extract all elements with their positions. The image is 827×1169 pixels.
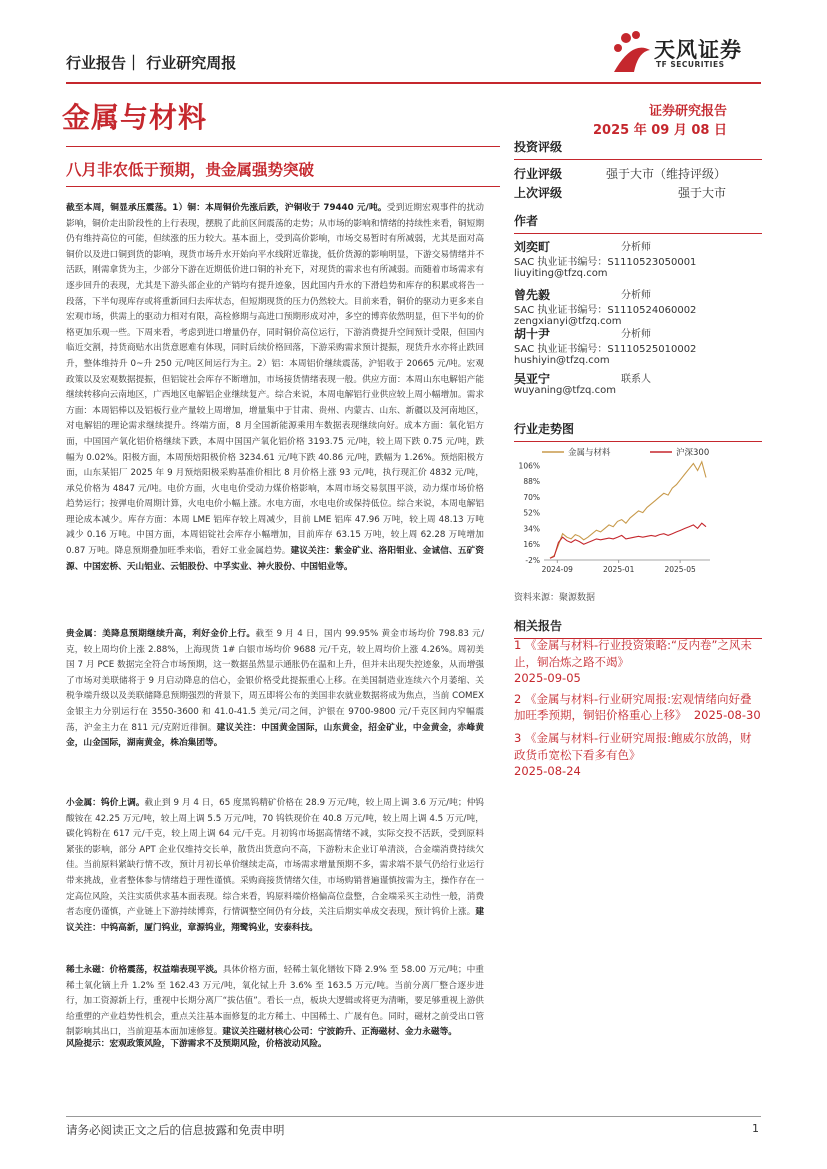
disclaimer-note: 请务必阅读正文之后的信息披露和免责申明 xyxy=(66,1123,285,1137)
logo-text-cn: 天风证券 xyxy=(654,38,742,62)
authors-section xyxy=(514,212,762,234)
rating-divider xyxy=(514,159,762,160)
related-head: 相关报告 xyxy=(514,619,563,633)
minor-metals-paragraph xyxy=(66,796,484,936)
y-tick-label: 16% xyxy=(523,540,540,550)
risk-warning xyxy=(66,1037,484,1053)
x-tick-label: 2025-01 xyxy=(603,565,635,574)
doc-date: 2025 年 09 月 08 日 xyxy=(593,123,727,138)
series-line xyxy=(550,523,706,558)
page-number: 1 xyxy=(752,1122,759,1135)
related-report-link[interactable]: 3 《金属与材料-行业研究周报:鲍威尔放鸽，财政货币宽松下看多有色》 xyxy=(514,730,752,762)
precious-metals-paragraph xyxy=(66,627,484,752)
author-email[interactable]: liuyiting@tfzq.com xyxy=(514,268,608,279)
logo-text-en: TF SECURITIES xyxy=(656,60,725,69)
paragraph-text: 截至 9 月 4 日，国内 99.95% 黄金市场均价 798.83 元/克，较上周均价上涨 2.88%，上海现货 1# 白银市场均价 9688 元/千克，较上周均价上涨 4.26%。周初美国 7 月 PCE 数据完全符合市场预期，这一数据虽然显示通胀仍在温和上升，但并未出现失控迹象，从而增强了市场对美联储将于 9 月启动降息的信心，金银价格受此提振重心上移。在美国制造业连续六个月萎缩、关税争端升级以及美联储降息预期强烈的背景下，周五即将公布的美国非农就业数据将成为焦点，当前 COMEX 金银主力分别运行在 3550-3600 和 41.0-41.5 美元/司之间，沪银在 9700-9800 元/千克区间内窄幅震荡，沪金主力在 811 元/克附近徘徊。 xyxy=(66,629,484,733)
chart-source: 资料来源：聚源数据 xyxy=(514,593,596,603)
footer-divider xyxy=(66,1116,761,1117)
y-tick-label: -2% xyxy=(525,556,540,565)
rating-row xyxy=(514,184,762,203)
rating-label: 行业评级 xyxy=(514,167,563,181)
report-title: 八月非农低于预期，贵金属强势突破 xyxy=(66,161,315,179)
rating-value: 强于大市（维持评级） xyxy=(605,167,726,181)
related-report-link[interactable]: 1 《金属与材料-行业投资策略:“反内卷”之风未止，铜冶炼之路不竭》 xyxy=(514,638,752,669)
author-block xyxy=(514,323,762,366)
y-tick-label: 52% xyxy=(523,508,540,518)
paragraph-tail: 建议关注：中国黄金国际，山东黄金，招金矿业，中金黄金，赤峰黄金，山金国际，湖南黄金，株冶集团等。 xyxy=(66,722,484,749)
rating-value: 强于大市 xyxy=(677,186,726,200)
author-email[interactable]: zengxianyi@tfzq.com xyxy=(514,316,622,327)
paragraph-text: 截止到 9 月 4 日，65 度黑钨精矿价格在 28.9 万元/吨，较上周上调 3.6 万元/吨；仲钨酸铵在 42.25 万元/吨，较上周上调 5.5 万元/吨，70 钨铁现价在 40.8 万元/吨，较上周上调 4.5 万元/吨，碳化钨粉在 617 元/千克，较上周上调 64 元/千克。月初钨市场据高情绪不减，实际交投不活跃，受到原料紧张的影响，部分 APT 企业仅维持交长单，散货出货意向不高，下游粉末企业订单清淡，合金端消费持续欠佳。当前原料紧缺行情不改，预计月初长单价继续走高，市场需求增量预期不多，需求端不景气仍给行业运行带来挑战，业者整体参与情绪趋于理性谨慎。采购商接货情绪欠佳，市场购销普遍谨慎按需为主，操作存在一定高位风险，关注实质供求基本面表现。综合来看，钨原料端价格偏高位盘整，合金端采买主动性一般，消费者态度仍谨慎，产业链上下游持续博弈，行情调整空间仍有分歧，关注后期实单成交表现，预计钨价上涨。 xyxy=(66,798,484,918)
paragraph-lead: 贵金属：美降息预期继续升高，利好金价上行。 xyxy=(66,629,256,639)
series-line xyxy=(550,462,706,558)
header-divider xyxy=(66,82,761,84)
paragraph-tail: 建议关注：中钨高新，厦门钨业，章源钨业，翔鹭钨业，安泰科技。 xyxy=(66,907,484,933)
trend-head: 行业走势图 xyxy=(514,422,575,436)
author-name: 胡十尹 xyxy=(514,327,551,341)
rating-label: 上次评级 xyxy=(514,186,563,200)
authors-divider xyxy=(514,233,762,234)
paragraph-text: 受到近期宏观事件的扰动影响，铜价走出阶段性的上行表现，摆脱了此前区间震荡的走势；从市场的影响和情绪的持续性来看，铜短期仍有维持高位的可能，但续涨的压力较大。基本面上，受到高价影响，市场交易暂时有所减弱，尤其是面对高铜价以及进口铜到货的影响，现货市场升水开始向平水线附近靠拢，低价货源的影响明显，下游交易情绪并不活跃，刚需拿货为主，少部分下游在近期低价进口铜的补充下，对现货的需求也有所减弱。而随着市场需求有逐步回升的表现，尤其是下游头部企业的产销均有提升迹象，因此国内升水的下滑趋势和库存的积累或将告一段落，下半旬现库存或将重新回归去库状态，但短期现货的压力仍然较大。目前来看，铜价的驱动力更多来自宏观市场，供需上的驱动力相对有限，高检修期与高进口预期形成对冲，多空的博弈依然明显，但下半旬的价格更加乐观一些。下周来看，考虑到进口增量仍存，同时铜价高位运行，下游消费提升空间预计受限，但国内临近交割，持货商贴水出货意愿难有体现，同时后续价格回落，下游采购需求预计提振，现货升水亦将止跌回升，整体维持升 0~升 250 元/吨区间运行为主。2）铝：本周铝价继续震荡，沪铝收于 20665 元/吨。宏观政策以及宏观数据提振，但铝锭社会库存不断增加，市场接货情绪表现一般。供应方面：本周山东电解铝产能继续转移向云南地区，广西地区电解铝企业继续复产。综合来说，本周电解铝行业供应较上周小幅增加。需求方面：本周铝棒以及铝板行业产量较上周增加，增量集中于甘肃、贵州、内蒙古、山东、新疆以及河南地区，对电解铝的理论需求继续提升。终端方面，8 月全国新能源乘用车数据表现继续向好。成本方面：氧化铝方面，中国国产氧化铝价格继续下跌，本周中国国产氧化铝价格 3193.75 元/吨，较上周下跌 0.75 元/吨，跌幅为 0.02%。阳极方面，本周预焙阳极价格 3234.61 元/吨下跌 40.86 元/吨，跌幅为 1.26%。预焙阳极方面，山东某铝厂 2025 年 9 月预焙阳极采购基准价相比 8 月价格上涨 93 元/吨，执行现汇价 4832 元/吨，承兑价格为 4847 元/吨。电价方面，火电电价受动力煤价格影响，本周市场交易氛围平淡，动力煤市场价格趋势运行；按弹电价周期计算，火电电价小幅上涨。水电方面，水电电价或保持低位。综合来说，本周电解铝理论成本减少。库存方面：本周 LME 铝库存较上周减少，目前 LME 铝库 47.96 万吨，较上周 48.13 万吨减少 0.16 万吨。中国方面，本周铝锭社会库存小幅增加，目前库存 63.15 万吨，较上周 62.28 万吨增加 0.87 万吨。降息预期叠加旺季来临，看好工业金属趋势。 xyxy=(66,203,484,557)
title-divider-bottom xyxy=(66,186,500,187)
authors-head: 作者 xyxy=(514,214,539,228)
author-name: 曾先毅 xyxy=(514,288,551,302)
paragraph-lead: 稀土永磁：价格震荡，权益端表现平淡。 xyxy=(66,965,223,975)
author-name: 吴亚宁 xyxy=(514,372,551,386)
logo-mark-icon xyxy=(614,31,650,72)
doc-type: 证券研究报告 xyxy=(648,104,727,119)
y-tick-label: 70% xyxy=(523,492,540,502)
y-tick-label: 106% xyxy=(518,461,540,471)
rating-head: 投资评级 xyxy=(514,140,563,154)
copper-aluminum-paragraph xyxy=(66,201,484,575)
x-tick-label: 2025-05 xyxy=(664,565,696,574)
y-tick-label: 34% xyxy=(523,524,540,534)
related-report-date: 2025-08-24 xyxy=(514,764,581,779)
related-list xyxy=(514,637,762,780)
paragraph-tail: 建议关注：紫金矿业、洛阳钼业、金诚信、五矿资源、中国宏桥、天山铝业、云铝股份、中孚实业、神火股份、中国铝业等。 xyxy=(66,546,484,572)
related-section xyxy=(514,617,762,639)
related-report-date: 2025-08-30 xyxy=(693,708,761,723)
author-email[interactable]: wuyaning@tfzq.com xyxy=(514,385,616,396)
paragraph-text: 具体价格方面，轻稀土氧化镨钕下降 2.9% 至 58.00 万元/吨；中重稀土氧化镝上升 1.2% 至 162.43 万元/吨，氧化铽上升 3.6% 至 163.5 万元/吨。当前分离厂整合逐步进行，加工资源新上行，重视中长期分离厂“拔估值”。看长一点，板块大逻辑或将更为清晰，要足够重视上游供给重塑的产业趋势性机会，重点关注基本面修复的北方稀土、中国稀土、广晟有色。同时，磁材之前受出口管制影响其出口，当前迎基本面加速修复。 xyxy=(66,965,484,1038)
author-block xyxy=(514,236,762,279)
trend-section xyxy=(514,420,762,442)
rating-row xyxy=(514,165,762,184)
rare-earth-paragraph xyxy=(66,963,484,1041)
author-block xyxy=(514,368,762,396)
trend-chart xyxy=(514,440,754,588)
paragraph-lead: 小金属：钨价上调。 xyxy=(66,798,145,808)
related-report-link[interactable]: 2 《金属与材料-行业研究周报:宏观情绪向好叠加旺季预期，铜铝价格重心上移》 2025-08-30 xyxy=(514,691,761,723)
author-cert: SAC 执业证书编号：S1110525010002 xyxy=(514,344,697,355)
author-role: 分析师 xyxy=(621,290,651,301)
legend-label: 金属与材料 xyxy=(568,448,611,458)
sector-title: 金属与材料 xyxy=(62,101,208,134)
author-role: 联系人 xyxy=(621,374,651,385)
y-tick-label: 88% xyxy=(523,477,540,487)
x-tick-label: 2024-09 xyxy=(541,565,573,574)
report-category: 行业报告｜ 行业研究周报 xyxy=(66,54,237,72)
paragraph-tail: 建议关注磁材核心公司：宁波韵升、正海磁材、金力永磁等。 xyxy=(222,1027,457,1038)
rating-section xyxy=(514,138,762,203)
legend-label: 沪深300 xyxy=(676,448,710,458)
author-block xyxy=(514,284,762,327)
author-role: 分析师 xyxy=(621,329,651,340)
paragraph-lead: 风险提示：宏观政策风险，下游需求不及预期风险，价格波动风险。 xyxy=(66,1039,327,1049)
title-divider-top xyxy=(66,146,500,147)
paragraph-lead: 截至本周，铜显承压震荡。1）铜：本周铜价先涨后跌，沪铜收于 79440 元/吨。 xyxy=(66,203,387,213)
author-cert: SAC 执业证书编号：S1110523050001 xyxy=(514,257,697,268)
author-email[interactable]: hushiyin@tfzq.com xyxy=(514,355,610,366)
related-report-date: 2025-09-05 xyxy=(514,671,581,686)
author-cert: SAC 执业证书编号：S1110524060002 xyxy=(514,305,697,316)
author-role: 分析师 xyxy=(621,242,651,253)
author-name: 刘奕町 xyxy=(514,240,551,254)
